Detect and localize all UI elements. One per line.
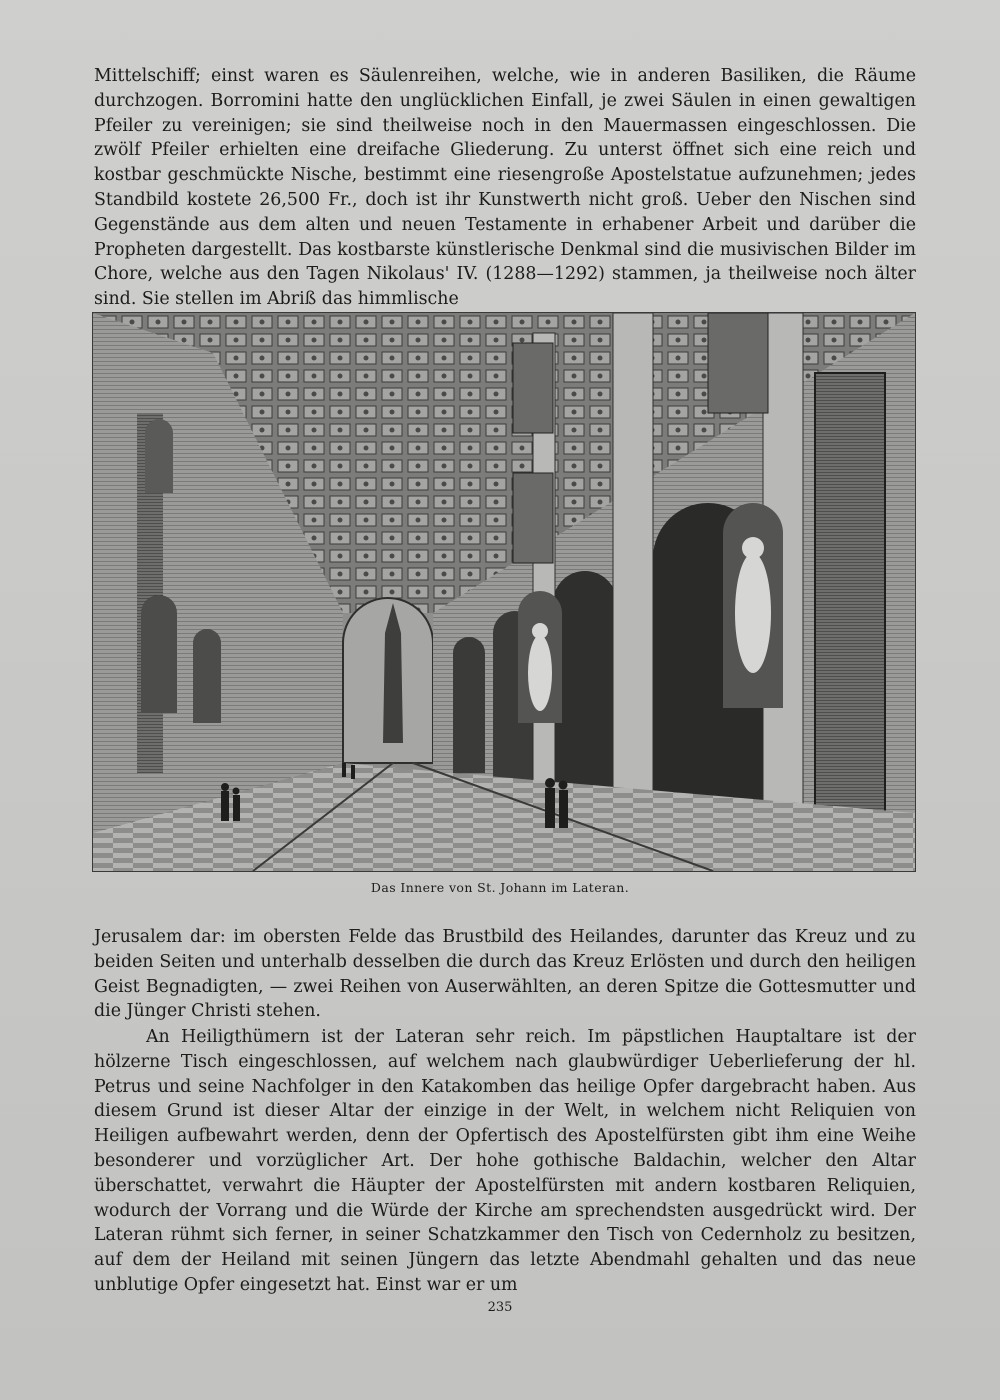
nave-interior-engraving — [93, 313, 915, 871]
body-paragraph-middle: Jerusalem dar: im obersten Felde das Brustbild des Heilandes, darunter das Kreuz und zu beiden Seiten und unterhalb desselben die durch das Kreuz Erlösten und durch den heiligen Geist Begnadigten, — zwei Reihen von Auserwählten, an deren Spitze die Gottesmutter und die Jünger Christi stehen. — [94, 927, 916, 1022]
engraving-illustration — [92, 312, 916, 872]
body-paragraph-bottom: An Heiligthümern ist der Lateran sehr reich. Im päpstlichen Hauptaltare ist der hölzerne Tisch eingeschlossen, auf welchem nach glaubwürdiger Ueberlieferung der hl. Petrus und seine Nachfolger in den Katakomben das heilige Opfer dargebracht haben. Aus diesem Grund ist dieser Altar der einzige in der Welt, in welchem nicht Reliquien von Heiligen aufbewahrt werden, denn der Opfertisch des Apostelfürsten gibt ihm eine Weihe besonderer und vorzüglicher Art. Der hohe gothische Baldachin, welcher den Altar überschattet, verwahrt die Häupter der Apostelfürsten mit andern kostbaren Reliquien, wodurch der Vorrang und die Würde der Kirche am sprechendsten ausgedrückt wird. Der Lateran rühmt sich ferner, in seiner Schatzkammer den Tisch von Cedernholz zu besitzen, auf dem der Heiland mit seinen Jüngern das letzte Abendmahl gehalten und das neue unblutige Opfer eingesetzt hat. Einst war er um — [94, 1027, 916, 1295]
body-paragraph-top: Mittelschiff; einst waren es Säulenreihen, welche, wie in anderen Basiliken, die Räume durchzogen. Borromini hatte den unglücklichen Einfall, je zwei Säulen in einen gewaltigen Pfeiler zu vereinigen; sie sind theilweise noch in den Mauermassen eingeschlossen. Die zwölf Pfeiler erhielten eine dreifache Gliederung. Zu unterst öffnet sich eine reich und kostbar geschmückte Nische, bestimmt eine riesengroße Apostelstatue aufzunehmen; jedes Standbild kostete 26,500 Fr., doch ist ihr Kunstwerth nicht groß. Ueber den Nischen sind Gegenstände aus dem alten und neuen Testamente in erhabener Arbeit und darüber die Propheten dargestellt. Das kostbarste künstlerische Denkmal sind die musivischen Bilder im Chore, welche aus den Tagen Nikolaus' IV. (1288—1292) stammen, ja theilweise noch älter sind. Sie stellen im Abriß das himmlische — [94, 66, 916, 310]
figure-caption: Das Innere von St. Johann im Lateran. — [370, 880, 630, 895]
carved-pilaster — [815, 373, 885, 813]
page-number: 235 — [487, 1300, 513, 1315]
